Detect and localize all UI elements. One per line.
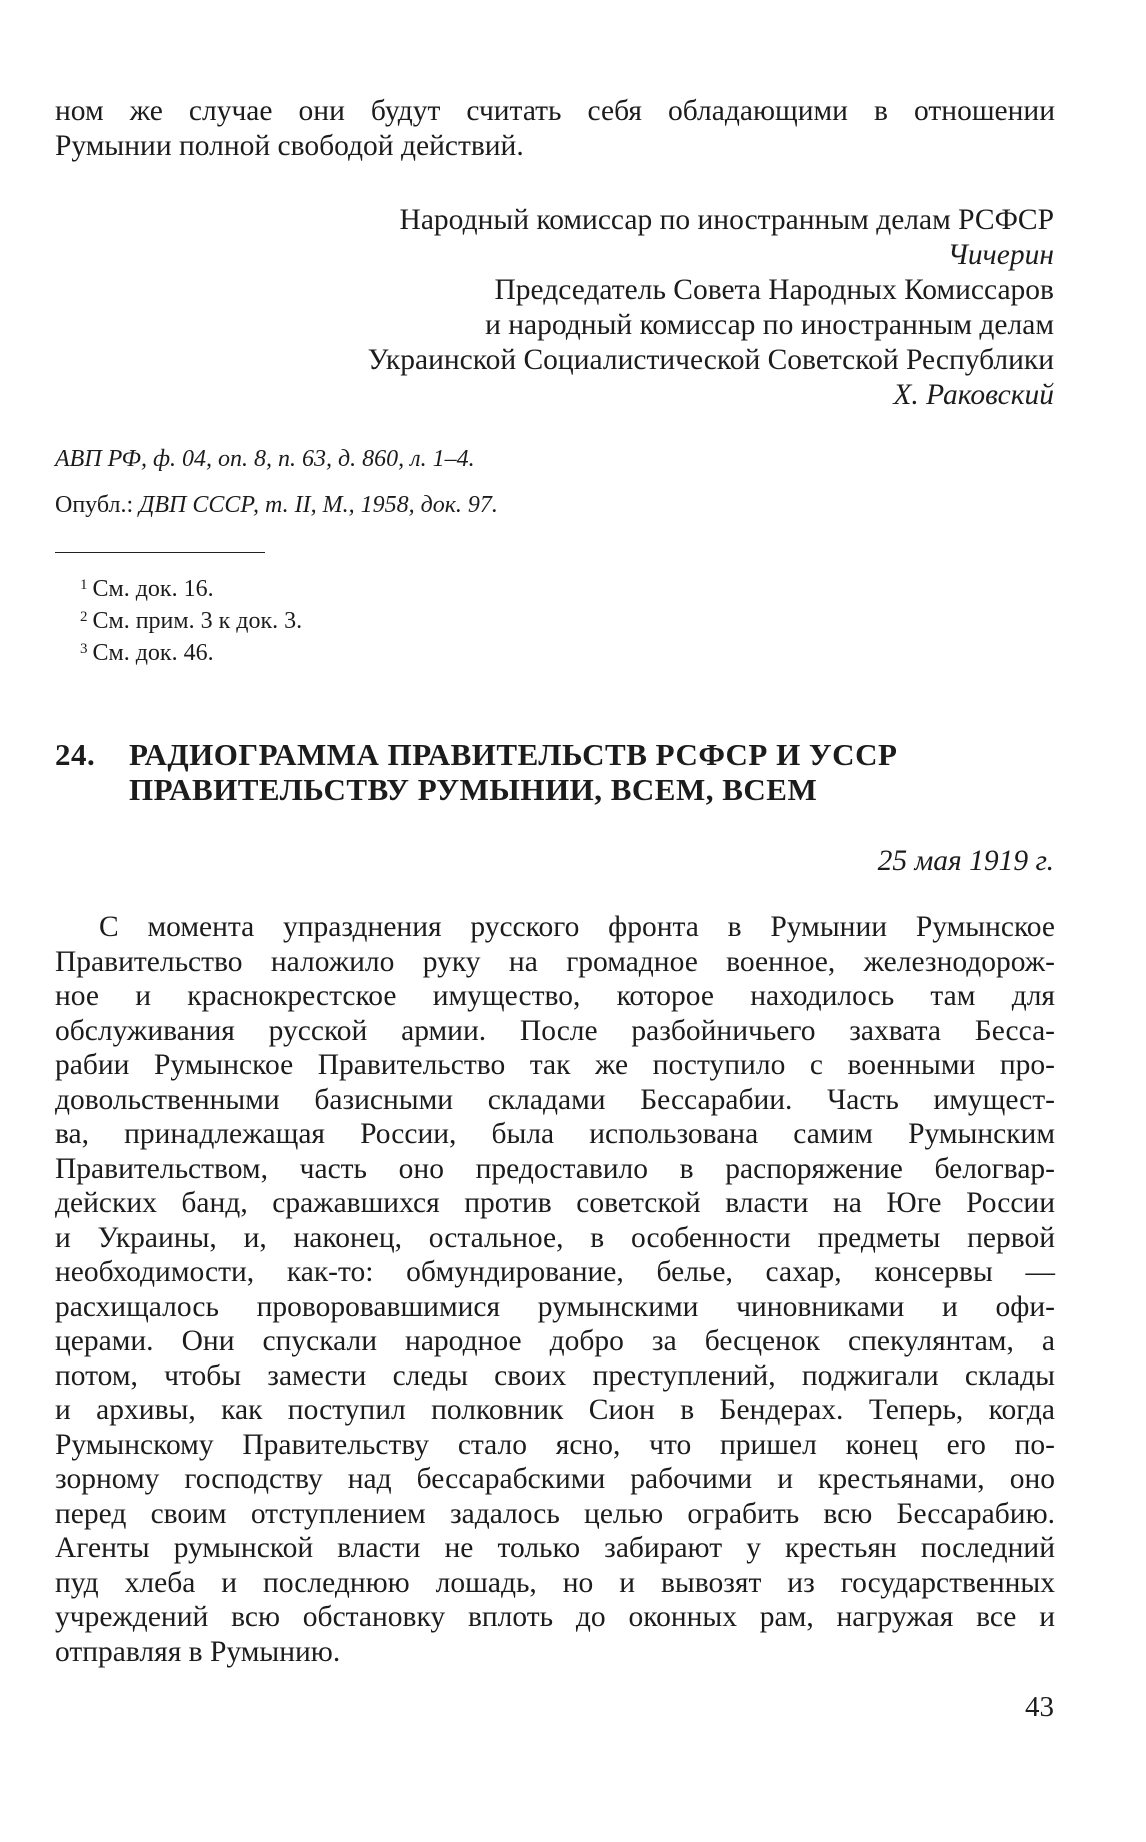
body-line: Румынскому Правительству стало ясно, что пришел конец его по-	[55, 1428, 1055, 1461]
body-line: и архивы, как поступил полковник Сион в Бендерах. Теперь, когда	[55, 1394, 1055, 1426]
document-date: 25 мая 1919 г.	[877, 845, 1054, 877]
signatory-name: Чичерин	[947, 239, 1054, 271]
body-line: ное и краснокрестское имущество, которое находилось там для	[55, 980, 1055, 1012]
document-heading	[55, 737, 1055, 807]
archive-reference: АВП РФ, ф. 04, оп. 8, п. 63, д. 860, л. 1–4.	[55, 446, 475, 472]
body-line: зорному господству над бессарабскими рабочими и крестьянами, оно	[55, 1463, 1055, 1495]
body-line: Правительством, часть оно предоставило в распоряжение белогвар-	[55, 1152, 1055, 1185]
body-line: и Украины, и, наконец, остальное, в особенности предметы первой	[55, 1221, 1055, 1254]
published-ref: ДВП СССР, т. II, М., 1958, док. 97.	[139, 492, 498, 518]
body-line: рабии Румынское Правительство так же поступило с военными про-	[55, 1049, 1055, 1081]
body-line: Агенты румынской власти не только забирают у крестьян последний	[55, 1532, 1055, 1564]
heading-line	[55, 772, 1055, 807]
body-line: перед своим отступлением задалось целью ограбить всю Бессарабию.	[55, 1497, 1055, 1530]
body-line: ва, принадлежащая России, была использована самим Румынским	[55, 1118, 1055, 1150]
body-line: расхищалось проворовавшимися румынскими чиновниками и офи-	[55, 1290, 1055, 1323]
body-line: С момента упразднения русского фронта в Румынии Румынское	[99, 911, 1055, 943]
text-line: ном же случае они будут считать себя обладающими в отношении	[55, 95, 1055, 127]
heading-title-line1: РАДИОГРАММА ПРАВИТЕЛЬСТВ РСФСР И УССР	[129, 737, 898, 772]
body-line: отправляя в Румынию.	[55, 1635, 341, 1668]
continued-paragraph	[55, 94, 1055, 163]
page-number: 43	[1025, 1691, 1054, 1723]
footnote-mark: 1	[80, 577, 88, 593]
signatory-title: Председатель Совета Народных Комиссаров	[494, 274, 1054, 306]
heading-title-line2: ПРАВИТЕЛЬСТВУ РУМЫНИИ, ВСЕМ, ВСЕМ	[129, 772, 818, 807]
footnote-mark: 2	[80, 609, 88, 625]
footnote-divider	[55, 552, 265, 553]
footnote-text: См. док. 46.	[92, 640, 214, 666]
footnote-text: См. прим. 3 к док. 3.	[92, 608, 303, 634]
publication-reference	[55, 490, 498, 520]
body-line: довольственными базисными складами Бессарабии. Часть имущест-	[55, 1083, 1055, 1116]
heading-line	[55, 737, 1055, 772]
body-line: необходимости, как-то: обмундирование, белье, сахар, консервы —	[55, 1256, 1055, 1288]
footnote-text: См. док. 16.	[92, 576, 214, 602]
footnote-mark: 3	[80, 641, 88, 657]
body-line: Правительство наложило руку на громадное военное, железнодорож-	[55, 945, 1055, 978]
body-line: дейских банд, сражавшихся против советской власти на Юге России	[55, 1187, 1055, 1219]
body-line: учреждений всю обстановку вплоть до оконных рам, нагружая все и	[55, 1601, 1055, 1633]
signatory-title: и народный комиссар по иностранным делам	[485, 309, 1054, 341]
signatory-name: Х. Раковский	[893, 379, 1054, 411]
body-line: церами. Они спускали народное добро за бесценок спекулянтам, а	[55, 1325, 1055, 1357]
footnote	[80, 634, 214, 668]
body-line: пуд хлеба и последнюю лошадь, но и вывозят из государственных	[55, 1566, 1055, 1599]
footnote	[80, 602, 302, 636]
footnote	[80, 570, 214, 604]
text-line: Румынии полной свободой действий.	[55, 129, 524, 162]
signatory-title: Украинской Социалистической Советской Республики	[367, 344, 1054, 376]
document-body	[55, 910, 1055, 1669]
body-line: потом, чтобы замести следы своих преступлений, поджигали склады	[55, 1359, 1055, 1392]
body-line: обслуживания русской армии. После разбойничьего захвата Бесса-	[55, 1014, 1055, 1047]
signatory-title: Народный комиссар по иностранным делам РСФСР	[399, 204, 1054, 236]
document-number: 24.	[55, 737, 96, 772]
published-label: Опубл.:	[55, 492, 134, 518]
